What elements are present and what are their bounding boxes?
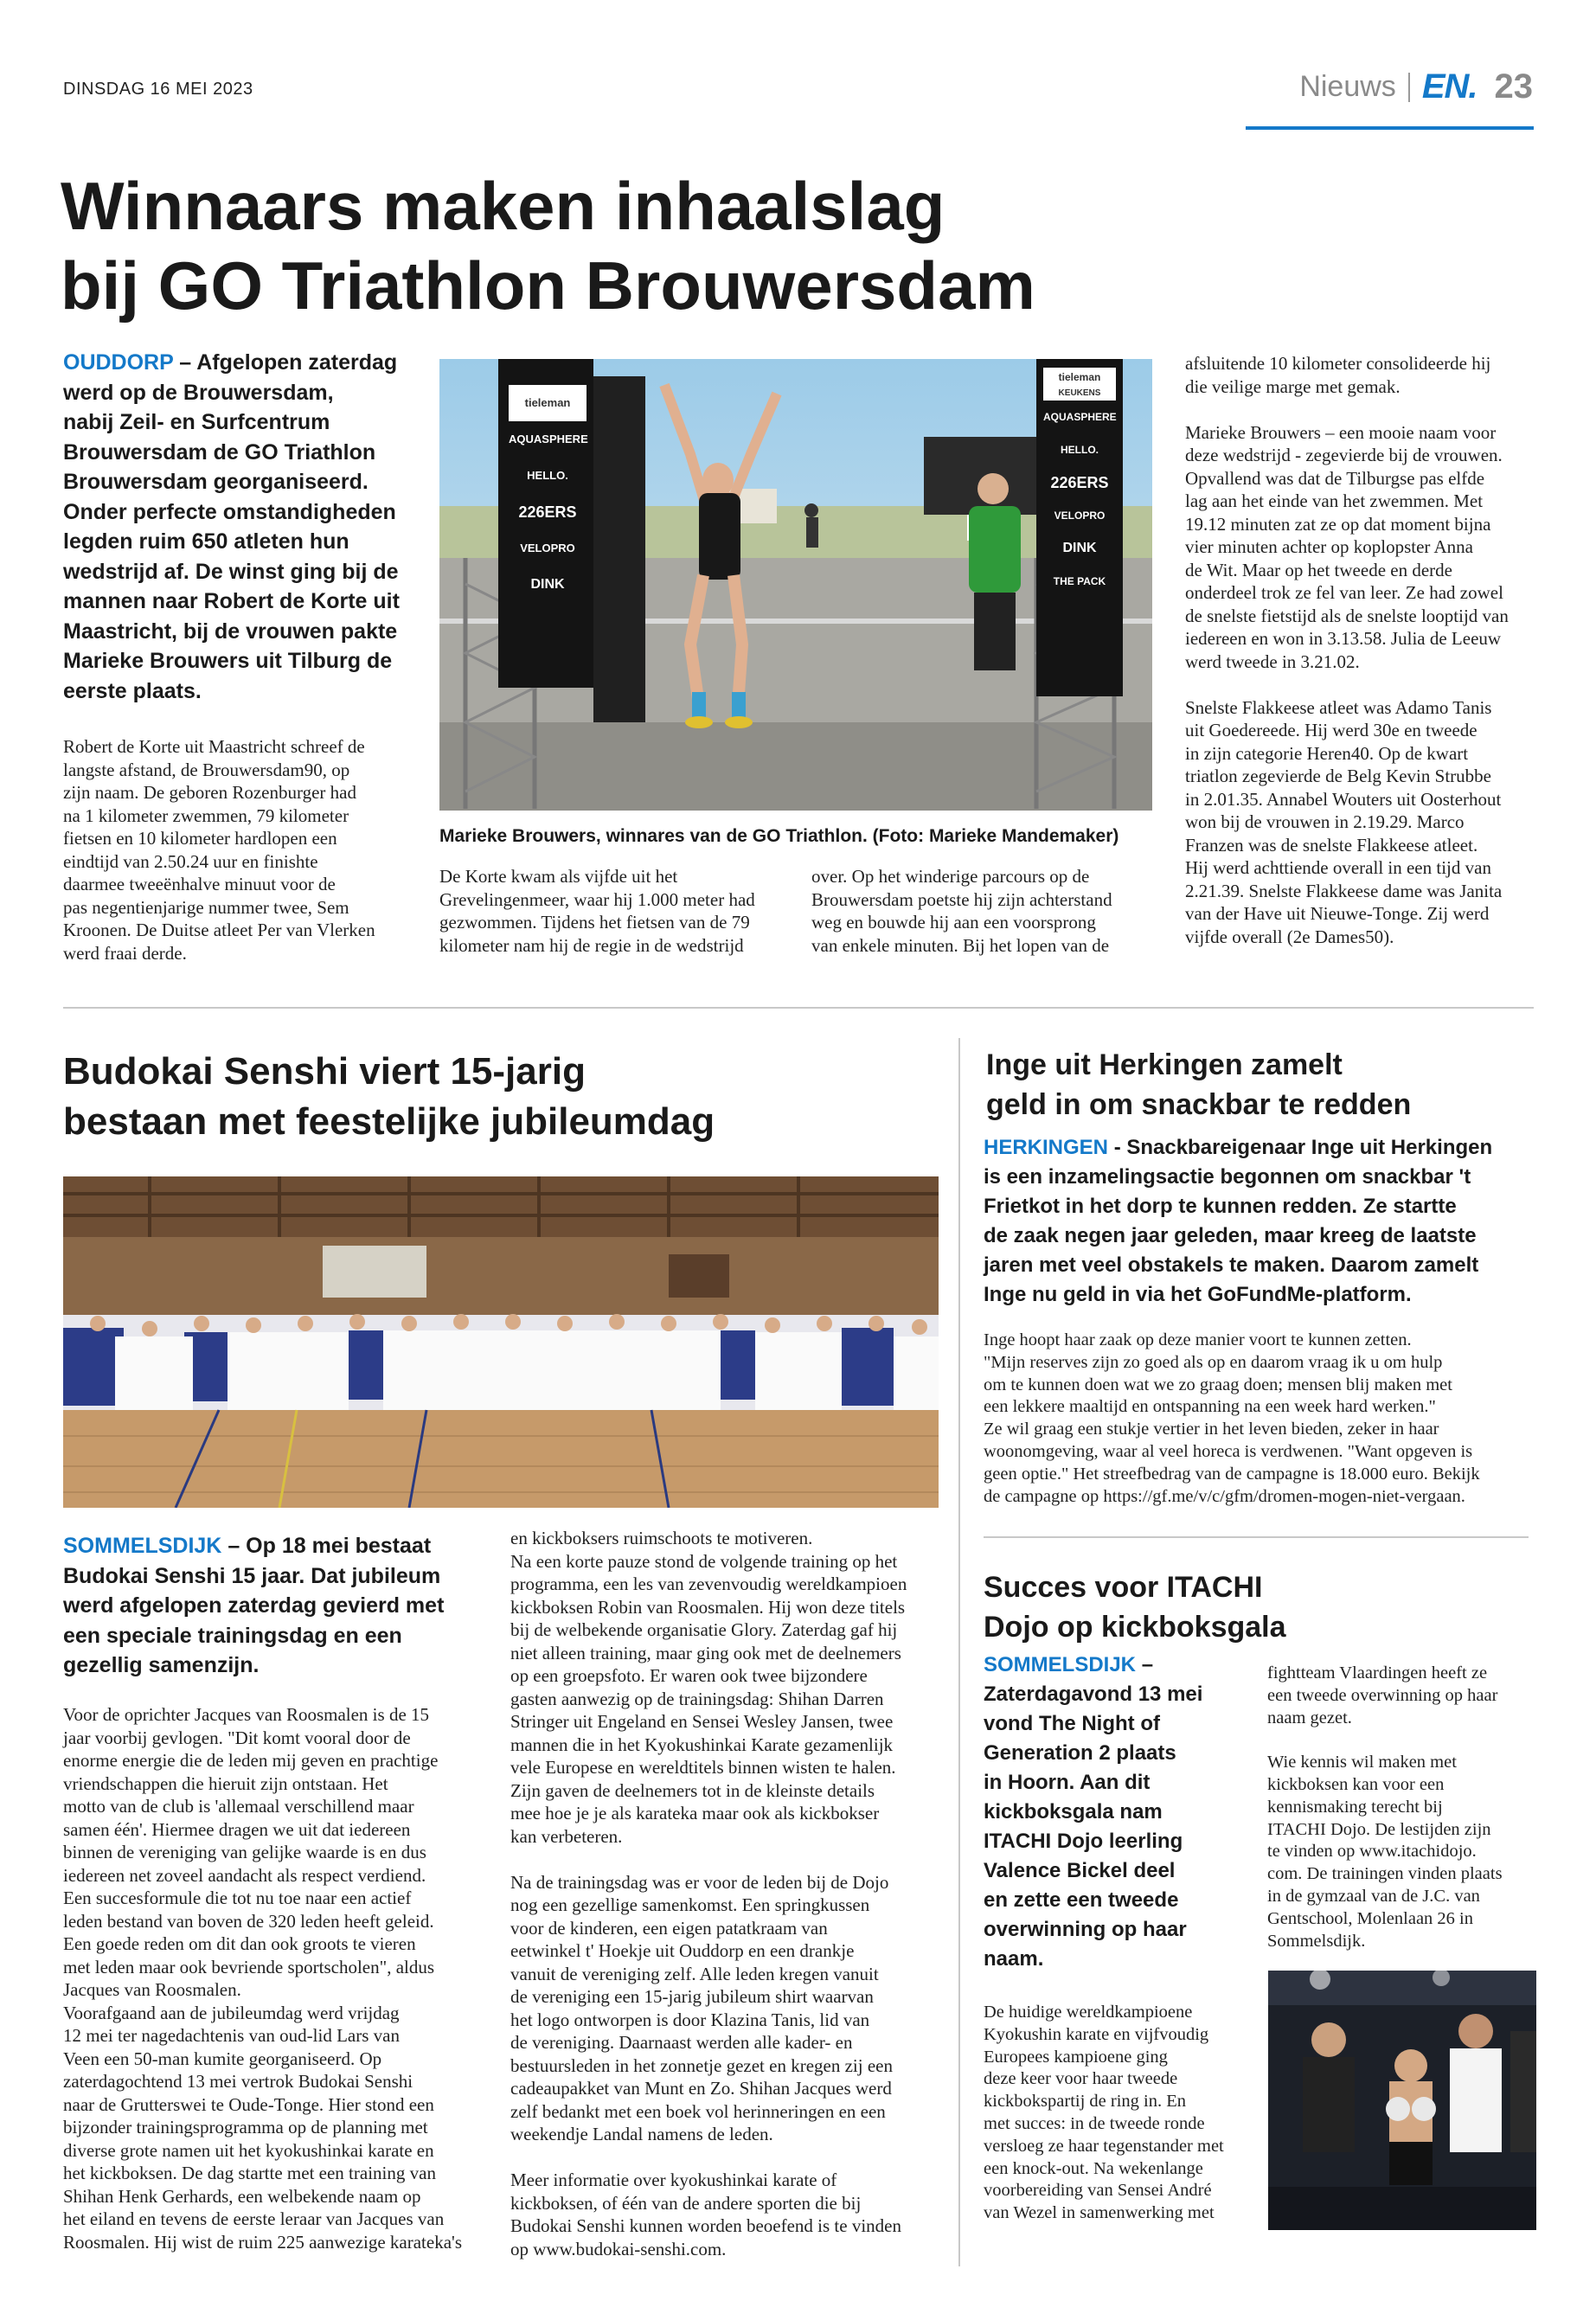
article4-column-2: fightteam Vlaardingen heeft ze een tweede overwinning op haar naam gezet. Wie kennis wil maken met kickboksen kan voor een kennismaking terecht bij ITACHI Dojo. De lestijden zijn te vinden op www.itachidojo. com. De trainingen vinden plaats in de gymzaal van de J.C. van Gentschool, Molenlaan 26 in Sommelsdijk. (1267, 1663, 1503, 1951)
triathlon-finish-photo (439, 359, 1152, 811)
right-section-divider (984, 1536, 1529, 1538)
article3-location: HERKINGEN (984, 1136, 1109, 1159)
itachi-fighters-photo (1268, 1971, 1536, 2230)
article2-column-2: en kickboksers ruimschoots te motiveren. Na een korte pauze stond de volgende training op het programma, een les van zevenvoudig wereldkampioen kickboksen Robin van Roosmalen. Hij won deze titels bij de welbekende organisatie Glory. Zaterdag gaf hij niet alleen training, maar ging ook met de deelnemers op een groepsfoto. Er waren ook twee bijzondere gasten aanwezig op de trainingsdag: Shihan Darren Stringer uit Engeland en Sensei Wesley Jansen, twee mannen die in het Kyokushinkai Karate gezamenlijk vele Europese en wereldtitels binnen wisten te halen. Zijn gaven de deelnemers tot in de kleinste details mee hoe je je als karateka maar ook als kickbokser kan verbeteren. Na de trainingsdag was er voor de leden bij de Dojo nog een gezellige samenkomst. Een springkussen voor de kinderen, een eigen patatkraam van eetwinkel t' Hoekje uit Ouddorp en een drankje vanuit de vereniging zelf. Alle leden kregen vanuit de vereniging een 15-jarig jubileum shirt waarvan het logo ontworpen is door Klazina Tanis, lid van de vereniging. Daarnaast werden alle kader- en bestuursleden in het zonnetje gezet en kregen zij een cadeaupakket van Munt en Zo. Shihan Jacques werd zelf bedankt met een boek vol herinneringen en een weekendje Landal namens de leden. Meer informatie over kyokushinkai karate of kickboksen, of één van de andere sporten die bij Budokai Senshi kunnen worden beoefend is te vinden op www.budokai-senshi.com. (510, 1528, 907, 2259)
article3-lead: HERKINGEN - Snackbareigenaar Inge uit Herkingen is een inzamelingsactie begonnen om snackbar 't Frietkot in het dorp te kunnen redden. Ze startte de zaak negen jaar geleden, maar kreeg de laatste jaren met veel obstakels te maken. Daarom zamelt Inge nu geld in via het GoFundMe-platform. (984, 1136, 1493, 1306)
article1-location: OUDDORP (63, 350, 174, 375)
section-divider (63, 1007, 1534, 1009)
article4-location: SOMMELSDIJK (984, 1653, 1137, 1676)
article3-headline: Inge uit Herkingen zamelt geld in om snackbar te redden (986, 1048, 1412, 1121)
triathlon-photo-caption: Marieke Brouwers, winnares van de GO Triathlon. (Foto: Marieke Mandemaker) (439, 826, 1119, 846)
article1-column-1: Robert de Korte uit Maastricht schreef de langste afstand, de Brouwersdam90, op zijn naam. De geboren Rozenburger had na 1 kilometer zwemmen, 79 kilometer fietsen en 10 kilometer hardlopen een eindtijd van 2.50.24 uur en finishte daarmee tweeënhalve minuut voor de pas negentienjarige nummer twee, Sem Kroonen. De Duitse atleet Per van Vlerken werd fraai derde. (63, 736, 375, 964)
budokai-group-photo (63, 1176, 939, 1508)
budokai-photo-illustration (63, 1176, 939, 1508)
article2-headline: Budokai Senshi viert 15-jarig bestaan met feestelijke jubileumdag (63, 1050, 715, 1143)
page-header (1299, 67, 1533, 106)
itachi-photo-illustration (1268, 1971, 1536, 2230)
article1-column-3: over. Op het winderige parcours op de Brouwersdam poetste hij zijn achterstand weg en bouwde hij aan een voorsprong van enkele minuten. Bij het lopen van de (811, 866, 1112, 956)
article4-headline: Succes voor ITACHI Dojo op kickboksgala (984, 1571, 1286, 1644)
article4-lead: SOMMELSDIJK – Zaterdagavond 13 mei vond The Night of Generation 2 plaats in Hoorn. Aan dit kickboksgala nam ITACHI Dojo leerling Valence Bickel deel en zette een tweede overwinning op haar naam. (984, 1653, 1203, 1971)
issue-date: DINSDAG 16 MEI 2023 (63, 80, 253, 99)
article1-headline-line1: Winnaars maken inhaalslag (61, 168, 945, 244)
article1-headline (61, 166, 1185, 325)
article1-column-2: De Korte kwam als vijfde uit het Grevelingenmeer, waar hij 1.000 meter had gezwommen. Tijdens het fietsen van de 79 kilometer nam hij de regie in de wedstrijd (439, 866, 755, 956)
article1-lead: OUDDORP – Afgelopen zaterdag werd op de Brouwersdam, nabij Zeil- en Surfcentrum Brouwersdam de GO Triathlon Brouwersdam georganiseerd. Onder perfecte omstandigheden legden ruim 650 atleten hun wedstrijd af. De winst ging bij de mannen naar Robert de Korte uit Maastricht, bij de vrouwen pakte Marieke Brouwers uit Tilburg de eerste plaats. (63, 350, 400, 703)
right-sponsor-banner: tieleman KEUKENS AQUASPHERE HELLO. 226ERS VELOPRO DINK THE PACK (1043, 368, 1116, 598)
article1-headline-line2: bij GO Triathlon Brouwersdam (61, 247, 1035, 324)
page-number: 23 (1494, 67, 1533, 106)
article2-lead: SOMMELSDIJK – Op 18 mei bestaat Budokai Senshi 15 jaar. Dat jubileum werd afgelopen zaterdag gevierd met een speciale trainingsdag en een gezellig samenzijn. (63, 1534, 445, 1677)
article1-column-4: afsluitende 10 kilometer consolideerde hij die veilige marge met gemak. Marieke Brouwers – een mooie naam voor deze wedstrijd - zegevierde bij de vrouwen. Opvallend was dat de Tilburgse pas elfde lag aan het einde van het zwemmen. Met 19.12 minuten zat ze op dat moment bijna vier minuten achter op koplopster Anna de Wit. Maar op het tweede en derde onderdeel trok ze fel van leer. Ze had zowel de snelste fietstijd als de snelste looptijd van iedereen en won in 3.13.58. Julia de Leeuw werd tweede in 3.21.02. Snelste Flakkeese atleet was Adamo Tanis uit Goedereede. Hij werd 30e en tweede in zijn categorie Heren40. Op de kwart triatlon zegevierde de Belg Kevin Strubbe in 2.01.35. Annabel Wouters uit Oosterhout won bij de vrouwen in 2.19.29. Marco Franzen was de snelste Flakkeese atleet. Hij werd achttiende overall in een tijd van 2.21.39. Snelste Flakkeese dame was Janita van der Have uit Nieuwe-Tonge. Zij werd vijfde overall (2e Dames50). (1185, 353, 1509, 947)
left-sponsor-banner: tieleman AQUASPHERE HELLO. 226ERS VELOPRO DINK (509, 385, 586, 603)
section-name: Nieuws (1299, 70, 1396, 103)
article2-location: SOMMELSDIJK (63, 1534, 222, 1558)
article2-column-1: Voor de oprichter Jacques van Roosmalen is de 15 jaar voorbij gevlogen. "Dit komt vooral door de enorme energie die de leden mij geven en prachtige vriendschappen die hieruit zijn ontstaan. Het motto van de club is 'allemaal verschillend maar samen één'. Hiermee dragen we uit dat iedereen binnen de vereniging van gelijke waarde is en dus iedereen net zoveel aandacht als respect verdiend. Een succesformule die tot nu toe naar een actief leden bestand van boven de 320 leden heeft geleid. Een goede reden om dit dan ook groots te vieren met leden maar ook bevriende sportscholen", aldus Jacques van Roosmalen. Voorafgaand aan de jubileumdag werd vrijdag 12 mei ter nagedachtenis van oud-lid Lars van Veen een 50-man kumite georganiseerd. Op zaterdagochtend 13 mei vertrok Budokai Senshi naar de Grutterswei te Oude-Tonge. Hier stond een bijzonder trainingsprogramma op de planning met diverse grote namen uit het kyokushinkai karate en het kickboksen. De dag startte met een training van Shihan Henk Gerhards, een welbekende naam op het eiland en tevens de eerste leraar van Jacques van Roosmalen. Hij wist de ruim 225 aanwezige karateka's (63, 1704, 462, 2253)
header-divider (1408, 73, 1410, 102)
article3-body: Inge hoopt haar zaak op deze manier voort te kunnen zetten. "Mijn reserves zijn zo goed als op en daarom vraag ik u om hulp om te kunnen doen wat we zo graag doen; mensen blij maken met een lekkere maaltijd en ontspanning na een week hard werken." Ze wil graag een stukje vertier in het leven bieden, zeker in haar woonomgeving, waar al veel horeca is verdwenen. "Want opgeven is geen optie." Het streefbedrag van de campagne is 18.000 euro. Bekijk de campagne op https://gf.me/v/c/gfm/dromen-mogen-niet-vergaan. (984, 1330, 1480, 1506)
column-divider (958, 1038, 960, 2266)
header-rule (1246, 126, 1534, 130)
article4-column-1: De huidige wereldkampioene Kyokushin karate en vijfvoudig Europees kampioene ging deze keer voor haar tweede kickbokspartij de ring in. En met succes: in de tweede ronde versloeg ze haar tegenstander met een knock-out. Na wekenlange voorbereiding van Sensei André van Wezel in samenwerking met (984, 2003, 1224, 2223)
newspaper-logo: EN. (1421, 67, 1477, 106)
